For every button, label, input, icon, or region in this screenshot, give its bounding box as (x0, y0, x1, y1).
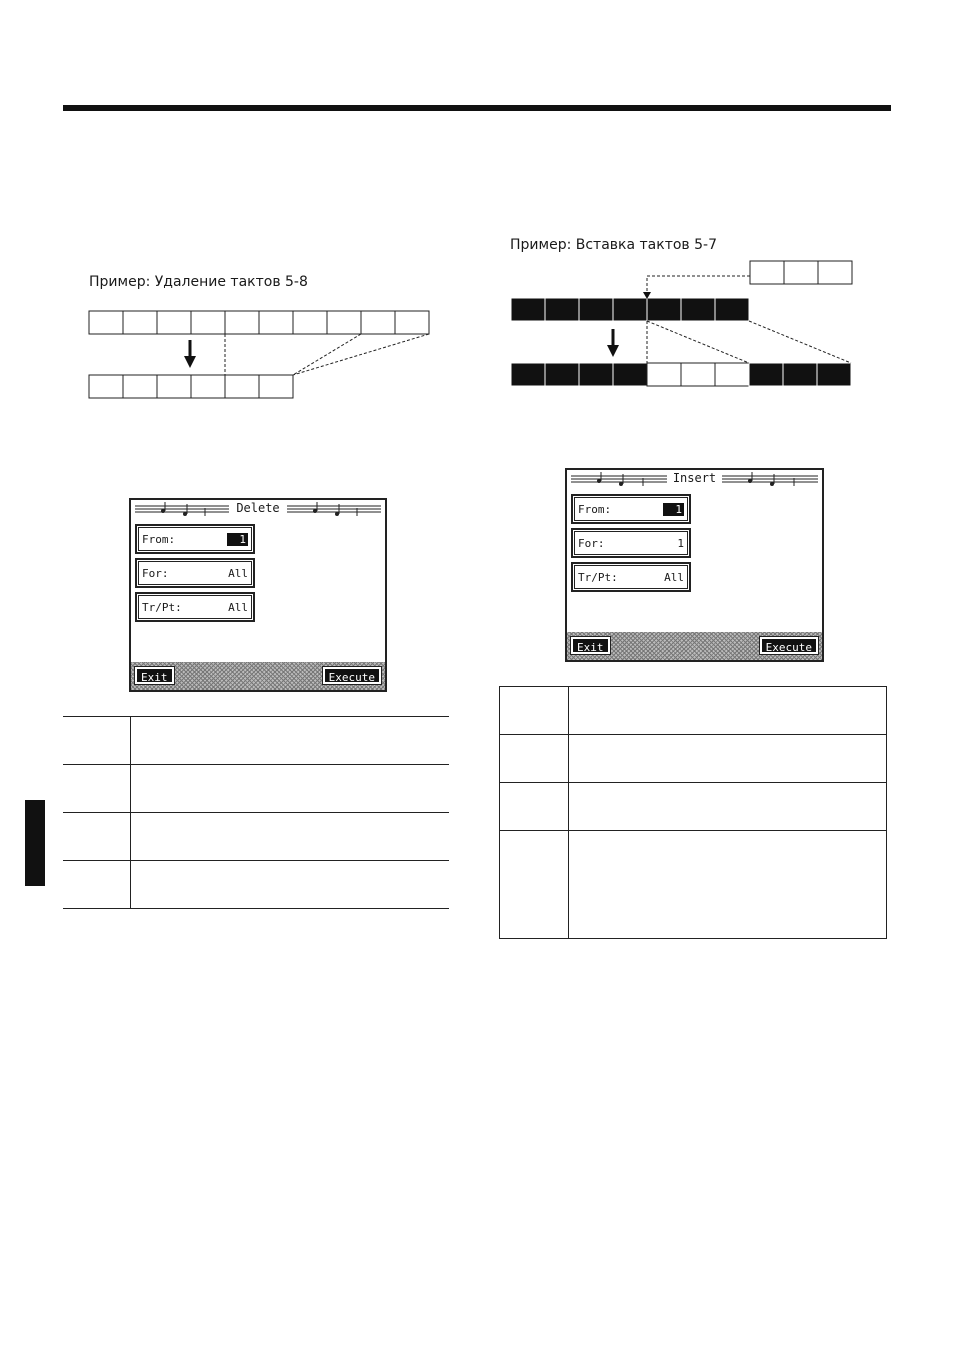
insert-screen (565, 468, 824, 662)
table-row (500, 735, 887, 783)
delete-screen-title-bar (131, 500, 385, 518)
insert-screen-title-bar (567, 470, 822, 488)
table-row (500, 687, 887, 735)
table-row (500, 831, 887, 939)
insert-after-row (511, 363, 851, 386)
exit-button[interactable]: Exit (135, 667, 174, 684)
down-arrow-icon (184, 340, 196, 368)
delete-screen-button-bar (131, 662, 385, 690)
table-row (63, 861, 449, 909)
table-row (63, 813, 449, 861)
delete-screen (129, 498, 387, 692)
down-arrow-icon (607, 329, 619, 357)
for-field[interactable] (571, 528, 691, 558)
delete-measure-diagram (80, 300, 440, 410)
delete-before-row (89, 311, 429, 334)
execute-button[interactable]: Execute (760, 637, 818, 654)
table-row (500, 783, 887, 831)
for-label: For: (142, 567, 169, 580)
track-part-label: Tr/Pt: (142, 601, 182, 614)
insert-before-row (511, 298, 749, 321)
top-rule (63, 105, 891, 111)
side-index-tab (25, 800, 45, 886)
track-part-value: All (228, 601, 248, 614)
insert-screen-title: Insert (669, 471, 720, 485)
delete-screen-title: Delete (232, 501, 283, 515)
execute-button[interactable]: Execute (323, 667, 381, 684)
inserted-measures-row (750, 261, 852, 284)
from-value: 1 (663, 503, 684, 516)
from-label: From: (142, 533, 176, 546)
delete-example-caption: Пример: Удаление тактов 5-8 (89, 274, 308, 290)
insert-parameters-table (499, 686, 887, 939)
from-field[interactable] (135, 524, 255, 554)
for-field[interactable] (135, 558, 255, 588)
delete-parameters-table (63, 716, 449, 909)
delete-guides (225, 334, 429, 375)
track-part-value: All (664, 571, 684, 584)
insert-screen-button-bar (567, 632, 822, 660)
for-label: For: (578, 537, 605, 550)
from-label: From: (578, 503, 612, 516)
table-row (63, 765, 449, 813)
for-value: All (228, 567, 248, 580)
from-field[interactable] (571, 494, 691, 524)
insert-example-caption: Пример: Вставка тактов 5-7 (510, 237, 717, 253)
track-part-field[interactable] (571, 562, 691, 592)
insert-measure-diagram (505, 255, 865, 395)
track-part-field[interactable] (135, 592, 255, 622)
table-row (63, 717, 449, 765)
from-value: 1 (227, 533, 248, 546)
delete-after-row (89, 375, 293, 398)
exit-button[interactable]: Exit (571, 637, 610, 654)
track-part-label: Tr/Pt: (578, 571, 618, 584)
for-value: 1 (677, 537, 684, 550)
